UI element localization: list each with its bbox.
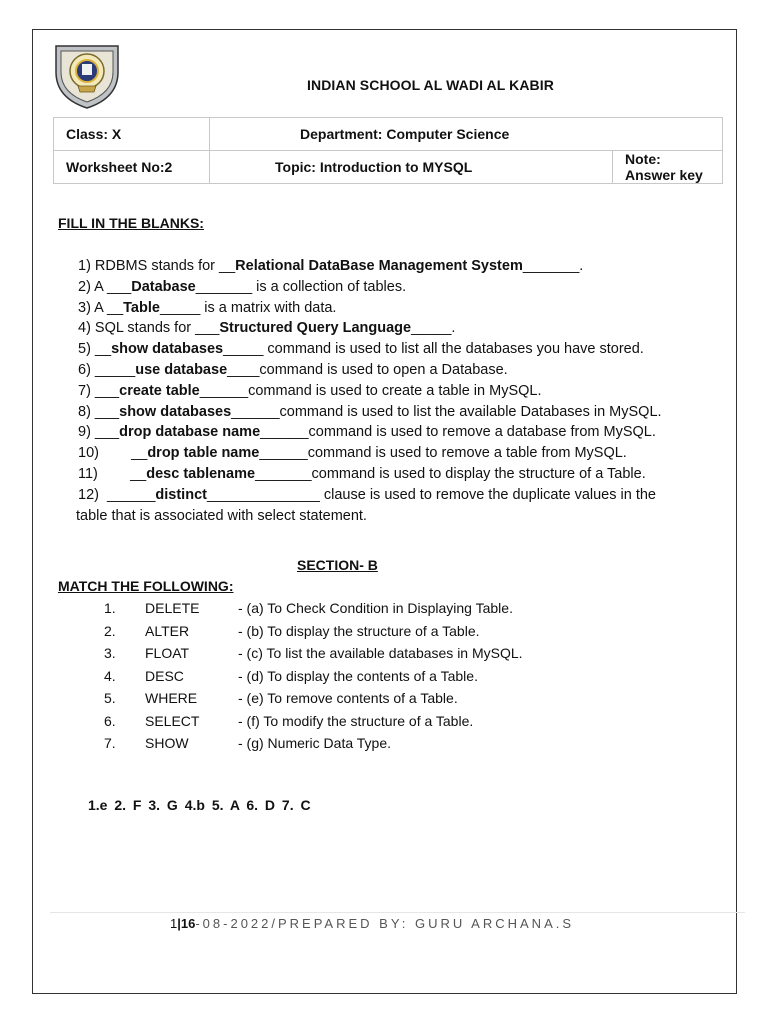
list-item-continuation: table that is associated with select statement. <box>76 507 367 524</box>
match-answers: 1.e 2. F 3. G 4.b 5. A 6. D 7. C <box>88 797 311 813</box>
department-cell: Department: Computer Science <box>210 118 723 151</box>
list-item: 4) SQL stands for ___Structured Query Language_____. <box>78 320 456 337</box>
list-item: 7. SHOW - (g) Numeric Data Type. <box>104 735 392 751</box>
fill-blanks-list <box>78 256 662 526</box>
list-item: 1. DELETE - (a) To Check Condition in Displaying Table. <box>104 600 513 616</box>
fill-blanks-heading: FILL IN THE BLANKS: <box>58 215 204 231</box>
list-item: 6) _____use database____command is used to open a Database. <box>78 361 508 378</box>
match-list <box>104 597 523 755</box>
list-item: 10) __drop table name______command is used to remove a table from MySQL. <box>78 445 627 462</box>
list-item: 1) RDBMS stands for __Relational DataBase Management System_______. <box>78 258 584 274</box>
list-item: 3) A __Table_____ is a matrix with data. <box>78 299 337 316</box>
info-row-1 <box>54 118 723 151</box>
note-cell: Note: Answer key <box>613 151 723 184</box>
list-item: 3. FLOAT - (c) To list the available databases in MySQL. <box>104 645 523 661</box>
list-item: 11) __desc tablename_______command is used to display the structure of a Table. <box>78 465 646 482</box>
list-item: 5. WHERE - (e) To remove contents of a Table. <box>104 690 458 706</box>
worksheet-cell: Worksheet No:2 <box>54 151 210 184</box>
match-heading: MATCH THE FOLLOWING: <box>58 578 234 594</box>
footer-separator: | <box>177 916 181 931</box>
footer-divider <box>50 912 745 913</box>
info-table <box>53 117 723 184</box>
footer-text: -08-2022/PREPARED BY: GURU ARCHANA.S <box>195 916 575 931</box>
section-b-heading: SECTION- B <box>297 557 378 573</box>
list-item: 6. SELECT - (f) To modify the structure of a Table. <box>104 712 474 729</box>
info-row-2 <box>54 151 723 184</box>
list-item: 7) ___create table______command is used to create a table in MySQL. <box>78 382 542 399</box>
list-item: 5) __show databases_____ command is used to list all the databases you have stored. <box>78 341 644 358</box>
list-item: 8) ___show databases______command is used to list the available Databases in MySQL. <box>78 403 662 420</box>
school-crest-logo <box>52 42 122 110</box>
class-cell: Class: X <box>54 118 210 151</box>
page-number: 1 <box>170 916 178 931</box>
topic-cell: Topic: Introduction to MYSQL <box>210 151 613 184</box>
list-item: 9) ___drop database name______command is used to remove a database from MySQL. <box>78 424 656 441</box>
list-item: 2. ALTER - (b) To display the structure of a Table. <box>104 622 480 639</box>
list-item: 4. DESC - (d) To display the contents of a Table. <box>104 667 478 684</box>
footer <box>170 916 574 931</box>
list-item: 2) A ___Database_______ is a collection of tables. <box>78 278 407 295</box>
footer-date-day: 16 <box>180 916 196 931</box>
list-item: 12) ______distinct______________ clause is used to remove the duplicate values in the <box>78 486 656 503</box>
school-name: INDIAN SCHOOL AL WADI AL KABIR <box>307 77 554 93</box>
